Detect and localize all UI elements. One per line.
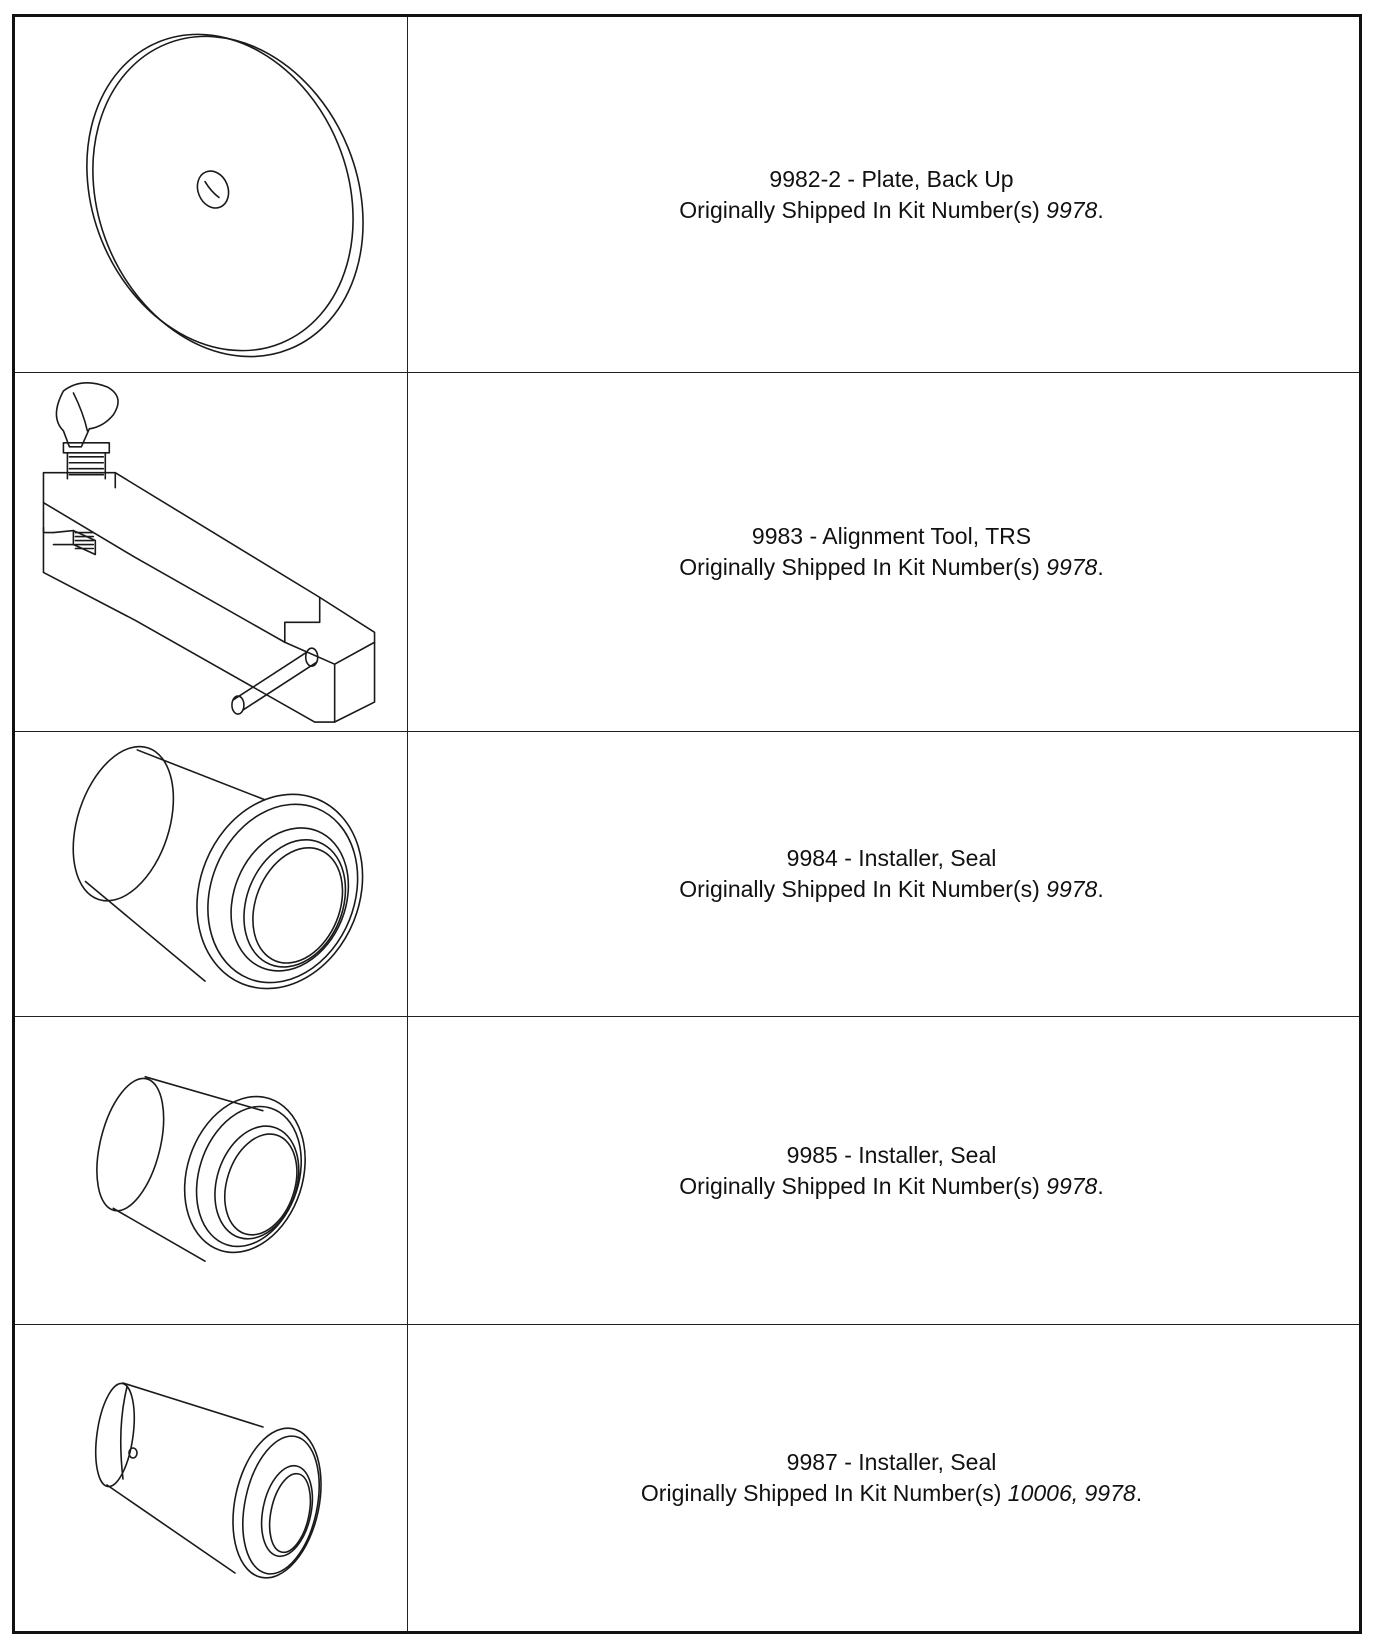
illustration-cell bbox=[15, 1017, 408, 1324]
kit-line bbox=[679, 874, 1103, 905]
kit-suffix: . bbox=[1097, 1172, 1104, 1199]
kit-suffix: . bbox=[1135, 1480, 1143, 1506]
seal-installer-medium-illustration bbox=[15, 1017, 408, 1324]
kit-suffix: . bbox=[1097, 876, 1104, 902]
shipped-label: Originally Shipped In Kit Number(s) bbox=[679, 876, 1047, 902]
table-row bbox=[15, 17, 1359, 373]
shipped-label: Originally Shipped In Kit Number(s) bbox=[679, 196, 1047, 223]
alignment-tool-illustration bbox=[15, 373, 408, 731]
seal-installer-large-illustration bbox=[15, 732, 408, 1016]
kit-numbers: 9978 bbox=[1046, 196, 1098, 223]
illustration-cell bbox=[15, 17, 408, 372]
table-row bbox=[15, 732, 1359, 1017]
part-title: 9987 - Installer, Seal bbox=[786, 1449, 997, 1475]
illustration-cell bbox=[15, 1325, 408, 1631]
kit-numbers: 10006, 9978 bbox=[1007, 1480, 1136, 1506]
part-title: 9983 - Alignment Tool, TRS bbox=[751, 523, 1032, 549]
kit-line bbox=[641, 1478, 1142, 1509]
description-cell bbox=[408, 732, 1359, 1016]
shipped-label: Originally Shipped In Kit Number(s) bbox=[679, 1172, 1047, 1199]
illustration-cell bbox=[15, 732, 408, 1016]
part-title: 9985 - Installer, Seal bbox=[786, 1141, 997, 1168]
kit-line bbox=[679, 1171, 1103, 1202]
shipped-label: Originally Shipped In Kit Number(s) bbox=[640, 1480, 1008, 1506]
seal-installer-long-illustration bbox=[15, 1325, 408, 1631]
table-row bbox=[15, 373, 1359, 732]
kit-suffix: . bbox=[1097, 554, 1104, 580]
shipped-label: Originally Shipped In Kit Number(s) bbox=[679, 554, 1047, 580]
description-cell bbox=[408, 1325, 1359, 1631]
kit-numbers: 9978 bbox=[1046, 876, 1098, 902]
kit-numbers: 9978 bbox=[1046, 1172, 1098, 1199]
kit-line bbox=[679, 195, 1103, 226]
back-up-plate-illustration bbox=[15, 17, 408, 372]
tool-catalog-table bbox=[12, 14, 1362, 1634]
kit-numbers: 9978 bbox=[1046, 554, 1098, 580]
illustration-cell bbox=[15, 373, 408, 731]
part-title: 9982-2 - Plate, Back Up bbox=[769, 165, 1014, 192]
description-cell bbox=[408, 17, 1359, 372]
table-row bbox=[15, 1017, 1359, 1325]
part-title: 9984 - Installer, Seal bbox=[786, 845, 997, 871]
description-cell bbox=[408, 373, 1359, 731]
description-cell bbox=[408, 1017, 1359, 1324]
kit-line bbox=[679, 552, 1103, 583]
table-row bbox=[15, 1325, 1359, 1631]
kit-suffix: . bbox=[1097, 196, 1104, 223]
